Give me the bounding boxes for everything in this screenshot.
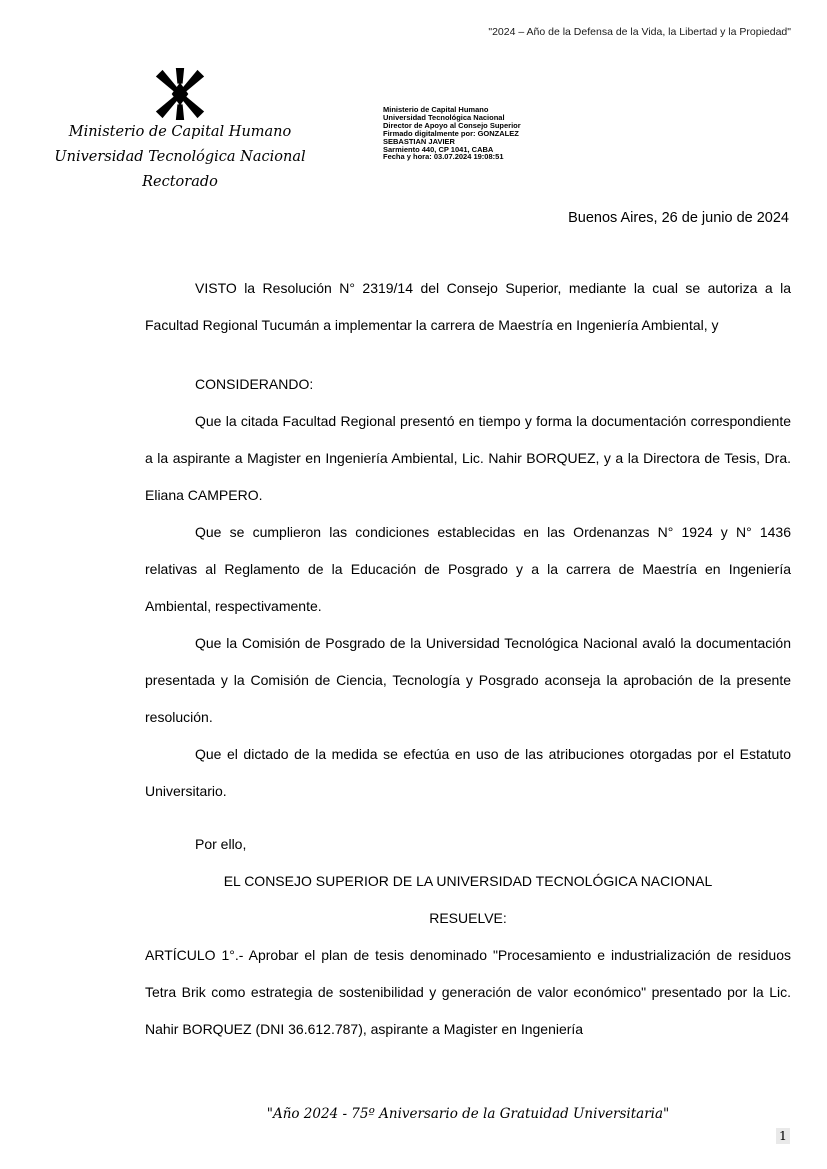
considerando-heading: CONSIDERANDO: xyxy=(195,376,314,392)
stamp-line: Sarmiento 440, CP 1041, CABA xyxy=(383,144,494,154)
resuelve-heading: RESUELVE: xyxy=(429,910,507,926)
utn-gear-logo-icon xyxy=(152,68,208,120)
footer-anniversary-motto: "Año 2024 - 75º Aniversario de la Gratuidad Universitaria" xyxy=(266,1106,670,1122)
letterhead-university: Universidad Tecnológica Nacional xyxy=(54,149,306,165)
considerando-paragraph: Que la citada Facultad Regional presentó en tiempo y forma la documentación correspondiente a la aspirante a Magister en Ingeniería Ambiental, Lic. Nahir BORQUEZ, y a la Directora de Tesis, Dra. Eliana CAMPERO. xyxy=(145,413,791,503)
stamp-line: Fecha y hora: 03.07.2024 19:08:51 xyxy=(383,152,504,162)
dateline: Buenos Aires, 26 de junio de 2024 xyxy=(568,210,789,226)
page-number: 1 xyxy=(776,1128,790,1144)
stamp-line: Universidad Tecnológica Nacional xyxy=(383,112,505,122)
stamp-line: Ministerio de Capital Humano xyxy=(383,105,489,114)
header-year-motto: "2024 – Año de la Defensa de la Vida, la Libertad y la Propiedad" xyxy=(488,26,791,38)
considerando-paragraph: Que la Comisión de Posgrado de la Universidad Tecnológica Nacional avaló la documentación presentada y la Comisión de Ciencia, Tecnología y Posgrado aconseja la aprobación de la presente resolución. xyxy=(145,635,791,725)
articulo-1-paragraph: ARTÍCULO 1°.- Aprobar el plan de tesis denominado "Procesamiento e industrialización de residuos Tetra Brik como estrategia de sostenibilidad y generación de valor económico" presentado por la Lic. Nahir BORQUEZ (DNI 36.612.787), aspirante a Magister en Ingeniería xyxy=(145,947,791,1037)
letterhead xyxy=(40,120,320,195)
stamp-line: Firmado digitalmente por: GONZALEZ xyxy=(383,128,519,138)
resolution-body xyxy=(145,270,791,1048)
considerando-paragraph: Que se cumplieron las condiciones establecidas en las Ordenanzas N° 1924 y N° 1436 relativas al Reglamento de la Educación de Posgrado y a la carrera de Maestría en Ingeniería Ambiental, respectivamente. xyxy=(145,524,791,614)
stamp-line: SEBASTIAN JAVIER xyxy=(383,136,455,146)
consejo-superior-heading: EL CONSEJO SUPERIOR DE LA UNIVERSIDAD TECNOLÓGICA NACIONAL xyxy=(223,873,713,889)
por-ello-line: Por ello, xyxy=(195,836,247,852)
letterhead-ministry: Ministerio de Capital Humano xyxy=(68,124,292,140)
letterhead-rectorado: Rectorado xyxy=(142,174,218,190)
visto-paragraph: VISTO la Resolución N° 2319/14 del Consejo Superior, mediante la cual se autoriza a la Facultad Regional Tucumán a implementar la carrera de Maestría en Ingeniería Ambiental, y xyxy=(145,280,791,333)
digital-signature-stamp xyxy=(383,106,521,161)
stamp-line: Director de Apoyo al Consejo Superior xyxy=(383,120,521,130)
considerando-paragraph: Que el dictado de la medida se efectúa en uso de las atribuciones otorgadas por el Estatuto Universitario. xyxy=(145,746,791,799)
